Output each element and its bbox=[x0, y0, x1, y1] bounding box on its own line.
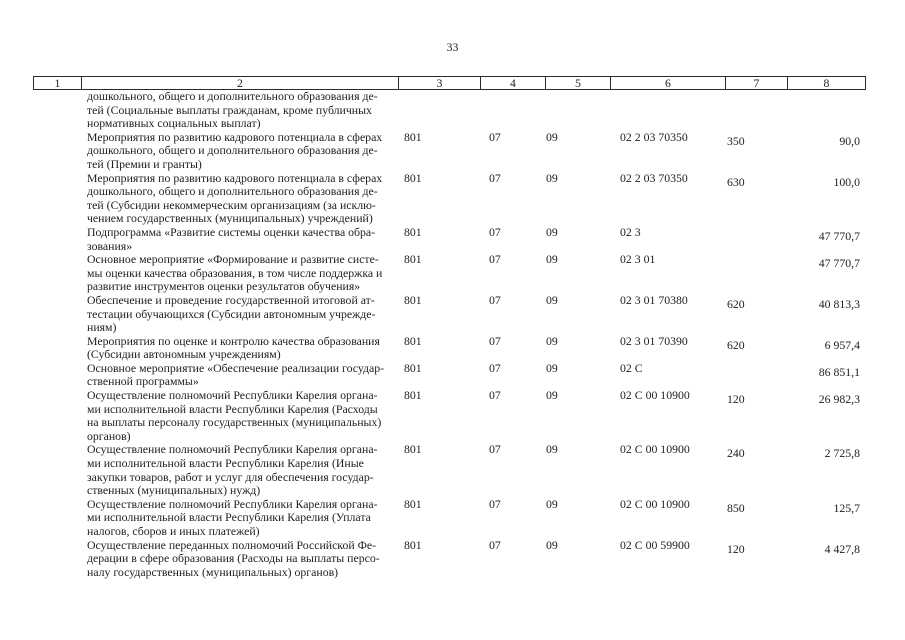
target-article-cell: 02 С bbox=[620, 360, 643, 375]
target-article-cell: 02 3 01 bbox=[620, 252, 656, 267]
description-cell bbox=[81, 90, 398, 131]
expense-type-cell bbox=[725, 362, 787, 389]
col-1-cell bbox=[33, 498, 81, 539]
section-code-cell: 07 bbox=[489, 252, 501, 267]
subsection-code-cell: 09 bbox=[546, 537, 558, 552]
amount-cell: 6 957,4 bbox=[824, 337, 860, 352]
description-line: на выплаты персоналу государственных (муниципальных) bbox=[87, 415, 382, 430]
header-col-1: 1 bbox=[33, 76, 81, 90]
description-line: дошкольного, общего и дополнительного образования де- bbox=[87, 89, 378, 103]
description-cell bbox=[81, 389, 398, 443]
col-1-cell bbox=[33, 443, 81, 497]
col-1-cell bbox=[33, 226, 81, 253]
table-row bbox=[33, 294, 866, 335]
target-article-cell: 02 2 03 70350 bbox=[620, 170, 688, 185]
expense-type-cell: 850 bbox=[727, 500, 745, 515]
table-row bbox=[33, 253, 866, 294]
section-code-cell: 07 bbox=[489, 442, 501, 457]
description-line: Мероприятия по развитию кадрового потенциала в сферах bbox=[87, 129, 383, 144]
section-code-cell bbox=[480, 90, 545, 131]
table-row bbox=[33, 90, 866, 131]
amount-cell: 26 982,3 bbox=[818, 392, 860, 407]
subsection-code-cell: 09 bbox=[546, 333, 558, 348]
target-article-cell: 02 С 00 10900 bbox=[620, 496, 690, 511]
target-article-cell bbox=[610, 90, 725, 131]
target-article-cell: 02 С 00 10900 bbox=[620, 442, 690, 457]
description-line: Осуществление полномочий Республики Карелия органа- bbox=[87, 442, 378, 457]
section-code-cell: 07 bbox=[489, 333, 501, 348]
subsection-code-cell: 09 bbox=[546, 388, 558, 403]
description-line: Подпрограмма «Развитие системы оценки качества обра- bbox=[87, 224, 376, 239]
department-code-cell: 801 bbox=[404, 252, 422, 267]
expense-type-cell bbox=[725, 226, 787, 253]
description-line: ственной программы» bbox=[87, 374, 199, 389]
target-article-cell: 02 3 01 70390 bbox=[620, 333, 688, 348]
amount-cell: 4 427,8 bbox=[824, 541, 860, 556]
description-line: мы оценки качества образования, в том числе поддержка и bbox=[87, 265, 383, 280]
table-body bbox=[33, 90, 866, 579]
target-article-cell: 02 С 00 10900 bbox=[620, 388, 690, 403]
header-col-3: 3 bbox=[398, 76, 480, 90]
amount-cell: 2 725,8 bbox=[824, 446, 860, 461]
target-article-cell: 02 3 bbox=[620, 224, 641, 239]
description-cell bbox=[81, 294, 398, 335]
col-1-cell bbox=[33, 90, 81, 131]
col-1-cell bbox=[33, 253, 81, 294]
amount-cell: 100,0 bbox=[833, 174, 860, 189]
description-line: развитие инструментов оценки результатов обучения» bbox=[87, 279, 361, 294]
amount-cell: 47 770,7 bbox=[818, 228, 860, 243]
subsection-code-cell: 09 bbox=[546, 224, 558, 239]
description-line: Основное мероприятие «Обеспечение реализации государ- bbox=[87, 360, 385, 375]
description-line: налогов, сборов и иных платежей) bbox=[87, 524, 260, 538]
department-code-cell: 801 bbox=[404, 360, 422, 375]
description-cell bbox=[81, 253, 398, 294]
header-col-2: 2 bbox=[81, 76, 398, 90]
description-line: Осуществление полномочий Республики Карелия органа- bbox=[87, 496, 378, 511]
section-code-cell: 07 bbox=[489, 170, 501, 185]
col-1-cell bbox=[33, 539, 81, 580]
table-row bbox=[33, 389, 866, 443]
description-line: Осуществление переданных полномочий Российской Фе- bbox=[87, 537, 377, 552]
expense-type-cell: 120 bbox=[727, 541, 745, 556]
department-code-cell: 801 bbox=[404, 224, 422, 239]
subsection-code-cell: 09 bbox=[546, 170, 558, 185]
section-code-cell: 07 bbox=[489, 496, 501, 511]
table-row bbox=[33, 131, 866, 172]
description-line: тестации обучающихся (Субсидии автономным учрежде- bbox=[87, 306, 376, 321]
section-code-cell: 07 bbox=[489, 537, 501, 552]
section-code-cell: 07 bbox=[489, 360, 501, 375]
amount-cell: 40 813,3 bbox=[818, 296, 860, 311]
description-line: тей (Социальные выплаты гражданам, кроме публичных bbox=[87, 102, 372, 117]
budget-table bbox=[33, 76, 866, 579]
description-line: Мероприятия по оценке и контролю качества образования bbox=[87, 333, 380, 348]
description-line: Мероприятия по развитию кадрового потенциала в сферах bbox=[87, 170, 383, 185]
expense-type-cell: 630 bbox=[727, 174, 745, 189]
section-code-cell: 07 bbox=[489, 292, 501, 307]
department-code-cell: 801 bbox=[404, 170, 422, 185]
department-code-cell bbox=[398, 90, 480, 131]
description-cell bbox=[81, 131, 398, 172]
page-number: 33 bbox=[446, 40, 459, 54]
header-col-7: 7 bbox=[725, 76, 787, 90]
description-line: Обеспечение и проведение государственной итоговой ат- bbox=[87, 292, 375, 307]
description-cell bbox=[81, 226, 398, 253]
table-row bbox=[33, 498, 866, 539]
table-row bbox=[33, 335, 866, 362]
department-code-cell: 801 bbox=[404, 292, 422, 307]
description-cell bbox=[81, 172, 398, 226]
table-row bbox=[33, 226, 866, 253]
col-1-cell bbox=[33, 335, 81, 362]
description-line: ственных (муниципальных) нужд) bbox=[87, 483, 261, 498]
expense-type-cell bbox=[725, 90, 787, 131]
department-code-cell: 801 bbox=[404, 442, 422, 457]
description-cell bbox=[81, 362, 398, 389]
description-line: дерации в сфере образования (Расходы на выплаты персо- bbox=[87, 551, 380, 566]
subsection-code-cell: 09 bbox=[546, 496, 558, 511]
department-code-cell: 801 bbox=[404, 537, 422, 552]
table-header-row bbox=[33, 76, 866, 90]
amount-cell: 90,0 bbox=[839, 133, 860, 148]
expense-type-cell: 620 bbox=[727, 296, 745, 311]
target-article-cell: 02 С 00 59900 bbox=[620, 537, 690, 552]
description-line: дошкольного, общего и дополнительного образования де- bbox=[87, 184, 378, 199]
expense-type-cell: 620 bbox=[727, 337, 745, 352]
header-col-5: 5 bbox=[545, 76, 610, 90]
expense-type-cell: 120 bbox=[727, 392, 745, 407]
amount-cell: 86 851,1 bbox=[818, 364, 860, 379]
expense-type-cell bbox=[725, 253, 787, 294]
col-1-cell bbox=[33, 389, 81, 443]
col-1-cell bbox=[33, 172, 81, 226]
description-line: ниям) bbox=[87, 320, 117, 335]
description-line: органов) bbox=[87, 428, 131, 443]
table-row bbox=[33, 539, 866, 580]
amount-cell: 47 770,7 bbox=[818, 256, 860, 271]
department-code-cell: 801 bbox=[404, 388, 422, 403]
section-code-cell: 07 bbox=[489, 129, 501, 144]
department-code-cell: 801 bbox=[404, 496, 422, 511]
header-col-8: 8 bbox=[787, 76, 866, 90]
header-col-6: 6 bbox=[610, 76, 725, 90]
description-line: тей (Субсидии некоммерческим организациям (за исклю- bbox=[87, 197, 376, 212]
description-line: ми исполнительной власти Республики Карелия (Иные bbox=[87, 456, 364, 471]
description-line: ми исполнительной власти Республики Карелия (Расходы bbox=[87, 401, 378, 416]
table-row bbox=[33, 443, 866, 497]
subsection-code-cell: 09 bbox=[546, 129, 558, 144]
col-1-cell bbox=[33, 294, 81, 335]
section-code-cell: 07 bbox=[489, 388, 501, 403]
description-line: закупки товаров, работ и услуг для обеспечения государ- bbox=[87, 469, 374, 484]
description-line: Основное мероприятие «Формирование и развитие систе- bbox=[87, 252, 379, 267]
target-article-cell: 02 2 03 70350 bbox=[620, 129, 688, 144]
amount-cell: 125,7 bbox=[833, 500, 860, 515]
description-line: Осуществление полномочий Республики Карелия органа- bbox=[87, 388, 378, 403]
description-cell bbox=[81, 498, 398, 539]
description-line: налу государственных (муниципальных) органов) bbox=[87, 564, 339, 579]
subsection-code-cell: 09 bbox=[546, 292, 558, 307]
table-row bbox=[33, 362, 866, 389]
description-line: зования» bbox=[87, 238, 133, 253]
subsection-code-cell: 09 bbox=[546, 252, 558, 267]
description-line: дошкольного, общего и дополнительного образования де- bbox=[87, 143, 378, 158]
subsection-code-cell bbox=[545, 90, 610, 131]
description-line: чением государственных (муниципальных) учреждений) bbox=[87, 211, 373, 226]
department-code-cell: 801 bbox=[404, 129, 422, 144]
col-1-cell bbox=[33, 131, 81, 172]
department-code-cell: 801 bbox=[404, 333, 422, 348]
header-col-4: 4 bbox=[480, 76, 545, 90]
amount-cell bbox=[787, 90, 866, 131]
description-cell bbox=[81, 335, 398, 362]
subsection-code-cell: 09 bbox=[546, 360, 558, 375]
description-line: нормативных социальных выплат) bbox=[87, 116, 261, 131]
description-line: ми исполнительной власти Республики Карелия (Уплата bbox=[87, 510, 371, 525]
description-line: тей (Премии и гранты) bbox=[87, 156, 202, 171]
description-line: (Субсидии автономным учреждениям) bbox=[87, 347, 281, 362]
description-cell bbox=[81, 443, 398, 497]
subsection-code-cell: 09 bbox=[546, 442, 558, 457]
col-1-cell bbox=[33, 362, 81, 389]
description-cell bbox=[81, 539, 398, 580]
expense-type-cell: 240 bbox=[727, 446, 745, 461]
target-article-cell: 02 3 01 70380 bbox=[620, 292, 688, 307]
expense-type-cell: 350 bbox=[727, 133, 745, 148]
section-code-cell: 07 bbox=[489, 224, 501, 239]
table-row bbox=[33, 172, 866, 226]
